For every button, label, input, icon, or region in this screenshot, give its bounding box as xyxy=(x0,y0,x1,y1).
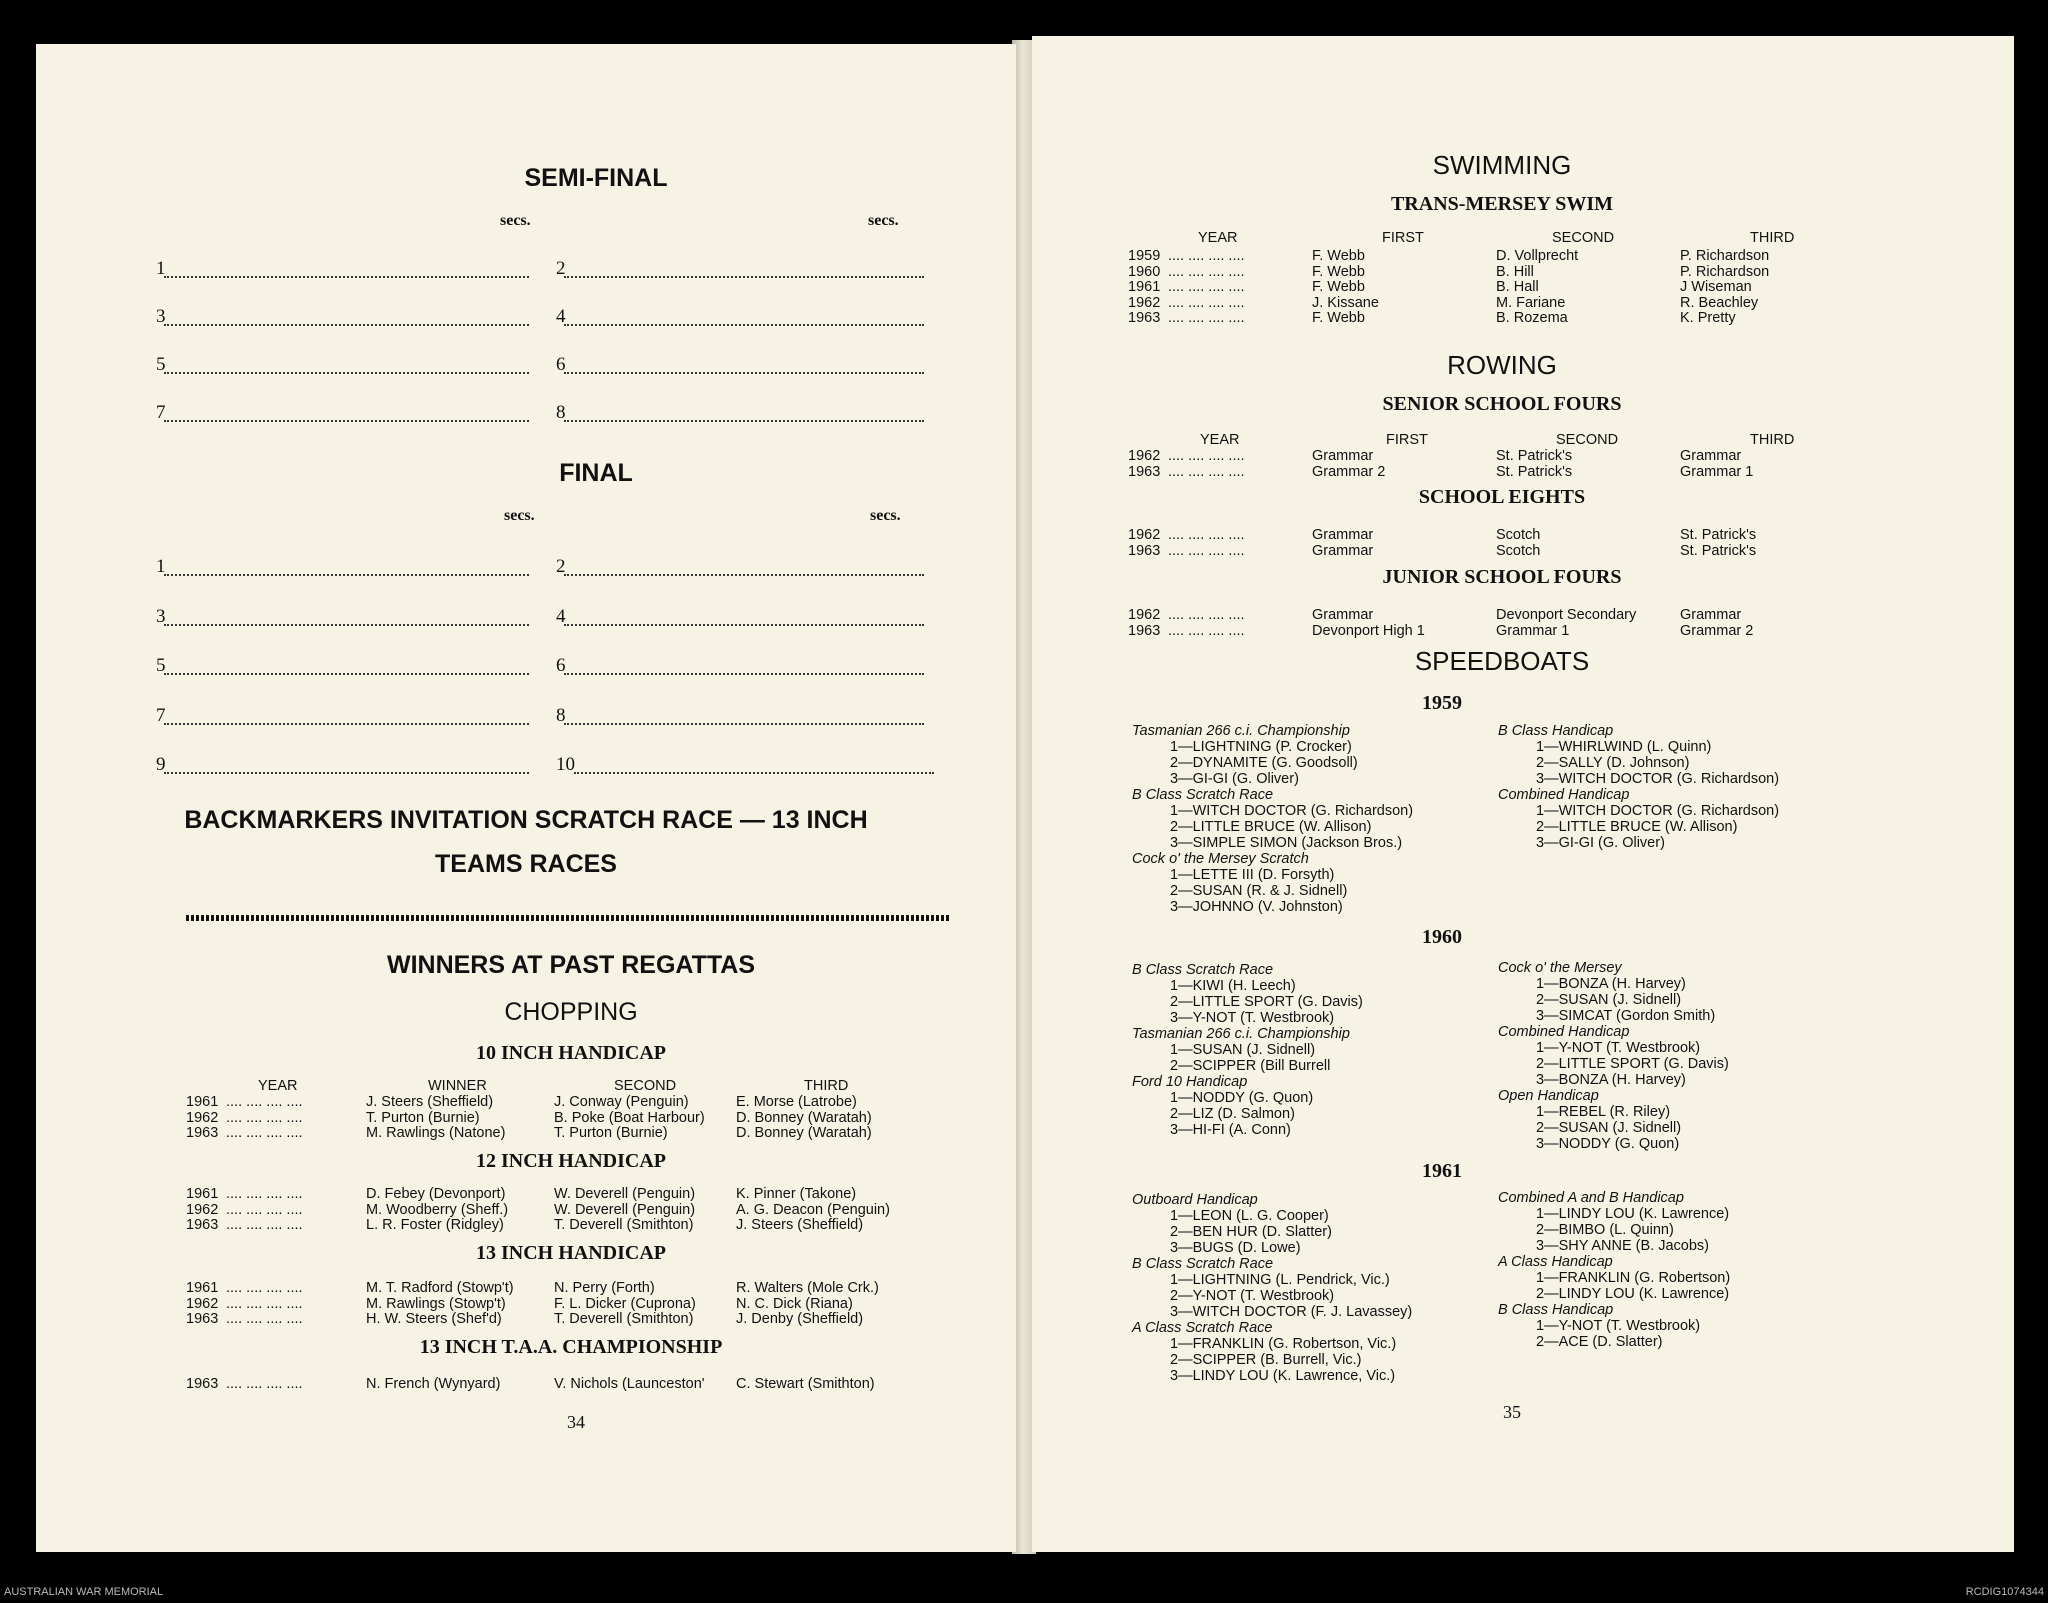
third-cell: St. Patrick's xyxy=(1680,527,1757,543)
second-cell: B. Rozema xyxy=(1496,310,1568,326)
school-eights-title: SCHOOL EIGHTS xyxy=(1418,486,1586,508)
placing: 2—LIZ (D. Salmon) xyxy=(1170,1106,1295,1122)
twelve-inch-title: 12 INCH HANDICAP xyxy=(476,1150,666,1172)
twelve-inch-table xyxy=(186,1187,956,1234)
dot-leader: .... .... .... .... xyxy=(226,1109,303,1126)
placing: 3—SIMPLE SIMON (Jackson Bros.) xyxy=(1170,835,1403,851)
event-name: Cock o' the Mersey Scratch xyxy=(1132,851,1309,867)
ten-inch-table xyxy=(186,1095,956,1142)
event-name: B Class Scratch Race xyxy=(1132,962,1274,978)
year-cell: 1963 xyxy=(1128,542,1161,559)
second-cell: St. Patrick's xyxy=(1496,463,1573,480)
year-cell: 1959 xyxy=(1128,248,1161,264)
year-1960: 1960 xyxy=(1422,926,1462,948)
final-secs-left: secs. xyxy=(504,507,535,524)
year-cell: 1962 xyxy=(186,1109,219,1126)
dot-leader: .... .... .... .... xyxy=(1168,542,1245,559)
winner-cell: M. T. Radford (Stowp't) xyxy=(366,1280,514,1296)
dotted-divider xyxy=(186,915,951,921)
placing: 1—SUSAN (J. Sidnell) xyxy=(1170,1042,1316,1058)
year-cell: 1961 xyxy=(1128,279,1161,295)
thirteen-inch-table xyxy=(186,1281,956,1328)
year-cell: 1963 xyxy=(186,1311,219,1327)
dot-leader: .... .... .... .... xyxy=(1168,622,1245,639)
third-cell: D. Bonney (Waratah) xyxy=(736,1125,872,1141)
semifinal-secs-right: secs. xyxy=(868,212,899,229)
rowing-header-year: YEAR xyxy=(1200,432,1240,448)
event-name: B Class Scratch Race xyxy=(1132,787,1274,803)
second-cell: Scotch xyxy=(1496,542,1541,559)
semifinal-title: SEMI-FINAL xyxy=(524,164,668,192)
event-name: Tasmanian 266 c.i. Championship xyxy=(1132,723,1350,739)
third-cell: E. Morse (Latrobe) xyxy=(736,1094,857,1110)
taa-table xyxy=(186,1377,956,1393)
event-name: B Class Handicap xyxy=(1498,1302,1614,1318)
semifinal-entry-line xyxy=(164,420,529,422)
year-cell: 1960 xyxy=(1128,263,1161,280)
year-cell: 1963 xyxy=(1128,463,1161,480)
semifinal-entry-line xyxy=(564,372,924,374)
table-row xyxy=(186,1187,956,1203)
semifinal-entry-line xyxy=(564,420,924,422)
table-row xyxy=(186,1297,956,1313)
final-entry-number: 2 xyxy=(556,556,566,577)
semifinal-entry-line xyxy=(164,372,529,374)
swimming-title: SWIMMING xyxy=(1432,150,1572,180)
event-name: Ford 10 Handicap xyxy=(1132,1074,1248,1090)
second-cell: Devonport Secondary xyxy=(1496,607,1637,623)
speedboats-1960-right xyxy=(1498,960,1729,1152)
second-cell: D. Vollprecht xyxy=(1496,248,1579,264)
winner-cell: T. Purton (Burnie) xyxy=(366,1109,480,1126)
placing: 1—LETTE III (D. Forsyth) xyxy=(1170,867,1335,883)
year-cell: 1962 xyxy=(186,1201,219,1218)
third-cell: Grammar xyxy=(1680,448,1742,464)
table-row xyxy=(1128,608,1978,624)
table-row xyxy=(186,1095,956,1111)
trans-mersey-table xyxy=(1128,249,1978,327)
year-cell: 1961 xyxy=(186,1094,219,1110)
second-cell: T. Purton (Burnie) xyxy=(554,1125,668,1141)
chopping-title: CHOPPING xyxy=(504,998,638,1026)
final-entry-number: 6 xyxy=(556,655,566,676)
placing: 2—LITTLE BRUCE (W. Allison) xyxy=(1536,819,1738,835)
final-entry-number: 4 xyxy=(556,605,566,627)
dot-leader: .... .... .... .... xyxy=(1168,248,1245,264)
second-cell: Scotch xyxy=(1496,527,1541,543)
dot-leader: .... .... .... .... xyxy=(226,1311,303,1327)
right-page xyxy=(1032,36,2014,1552)
dot-leader: .... .... .... .... xyxy=(1168,607,1245,623)
placing: 2—SCIPPER (B. Burrell, Vic.) xyxy=(1170,1352,1362,1368)
page-number-35: 35 xyxy=(1503,1402,1521,1422)
second-cell: B. Hall xyxy=(1496,279,1539,295)
placing: 3—NODDY (G. Quon) xyxy=(1536,1136,1680,1152)
event-name: Outboard Handicap xyxy=(1132,1192,1258,1208)
placing: 3—SIMCAT (Gordon Smith) xyxy=(1536,1008,1716,1024)
second-cell: B. Hill xyxy=(1496,263,1534,280)
event-name: B Class Handicap xyxy=(1498,723,1614,739)
event-name: Combined Handicap xyxy=(1498,1024,1630,1040)
table-row xyxy=(186,1111,956,1127)
rowing-header-first: FIRST xyxy=(1386,432,1428,448)
event-name: B Class Scratch Race xyxy=(1132,1256,1274,1272)
final-entry-number: 3 xyxy=(156,605,166,627)
dot-leader: .... .... .... .... xyxy=(1168,448,1245,464)
placing: 1—WITCH DOCTOR (G. Richardson) xyxy=(1536,803,1780,819)
event-name: Combined Handicap xyxy=(1498,787,1630,803)
thirteen-inch-title: 13 INCH HANDICAP xyxy=(476,1242,666,1264)
table-row xyxy=(1128,296,1978,312)
school-eights-table xyxy=(1128,528,1978,559)
second-cell: St. Patrick's xyxy=(1496,448,1573,464)
senior-fours-title: SENIOR SCHOOL FOURS xyxy=(1382,393,1622,415)
first-cell: Grammar 2 xyxy=(1312,463,1386,480)
semifinal-entry-line xyxy=(564,276,924,278)
left-page xyxy=(36,44,1016,1552)
table-row xyxy=(1128,449,1978,465)
placing: 1—LIGHTNING (P. Crocker) xyxy=(1170,739,1352,755)
placing: 2—SCIPPER (Bill Burrell xyxy=(1170,1058,1331,1074)
semifinal-entry-number: 3 xyxy=(156,306,166,327)
dot-leader: .... .... .... .... xyxy=(226,1217,303,1233)
year-cell: 1962 xyxy=(1128,527,1161,543)
rowing-header-third: THIRD xyxy=(1750,432,1795,448)
swim-header-third: THIRD xyxy=(1750,230,1795,246)
ten-inch-title: 10 INCH HANDICAP xyxy=(476,1042,666,1064)
third-cell: P. Richardson xyxy=(1680,248,1770,264)
table-row xyxy=(186,1126,956,1142)
speedboats-1960-left xyxy=(1132,962,1363,1138)
final-entry-number: 1 xyxy=(156,556,166,577)
third-cell: Grammar 2 xyxy=(1680,622,1754,639)
ten-inch-header-third: THIRD xyxy=(804,1078,849,1094)
dot-leader: .... .... .... .... xyxy=(226,1125,303,1141)
semifinal-entry-line xyxy=(164,276,529,278)
year-cell: 1961 xyxy=(186,1280,219,1296)
final-entry-number: 10 xyxy=(556,754,575,775)
final-title: FINAL xyxy=(559,459,633,487)
final-entry-line xyxy=(564,574,924,576)
year-1959: 1959 xyxy=(1422,692,1462,714)
placing: 1—REBEL (R. Riley) xyxy=(1536,1104,1671,1120)
first-cell: F. Webb xyxy=(1312,310,1365,326)
placing: 1—BONZA (H. Harvey) xyxy=(1536,976,1686,992)
first-cell: J. Kissane xyxy=(1312,294,1379,311)
speedboats-1959-right xyxy=(1498,723,1779,851)
table-row xyxy=(1128,265,1978,281)
placing: 2—LITTLE SPORT (G. Davis) xyxy=(1170,994,1363,1010)
placing: 1—WHIRLWIND (L. Quinn) xyxy=(1536,739,1712,755)
second-cell: T. Deverell (Smithton) xyxy=(554,1217,694,1233)
third-cell: R. Beachley xyxy=(1680,294,1759,311)
third-cell: Grammar xyxy=(1680,607,1742,623)
semifinal-entry-number: 4 xyxy=(556,306,566,327)
second-cell: Grammar 1 xyxy=(1496,622,1570,639)
rowing-header-second: SECOND xyxy=(1556,432,1619,448)
second-cell: T. Deverell (Smithton) xyxy=(554,1311,694,1327)
third-cell: J Wiseman xyxy=(1680,279,1752,295)
event-name: A Class Scratch Race xyxy=(1132,1320,1273,1336)
placing: 2—SUSAN (J. Sidnell) xyxy=(1536,1120,1682,1136)
winner-cell: L. R. Foster (Ridgley) xyxy=(366,1217,504,1233)
year-cell: 1962 xyxy=(1128,294,1161,311)
final-entry-line xyxy=(564,673,924,675)
year-cell: 1963 xyxy=(1128,622,1161,639)
dot-leader: .... .... .... .... xyxy=(1168,527,1245,543)
placing: 2—DYNAMITE (G. Goodsoll) xyxy=(1170,755,1358,771)
rowing-title: ROWING xyxy=(1447,350,1557,380)
second-cell: V. Nichols (Launceston' xyxy=(554,1376,705,1392)
placing: 1—NODDY (G. Quon) xyxy=(1170,1090,1314,1106)
first-cell: Grammar xyxy=(1312,542,1374,559)
final-entry-number: 5 xyxy=(156,655,166,676)
placing: 1—LINDY LOU (K. Lawrence) xyxy=(1536,1206,1730,1222)
third-cell: C. Stewart (Smithton) xyxy=(736,1376,875,1392)
year-1961: 1961 xyxy=(1422,1160,1462,1182)
winner-cell: M. Rawlings (Stowp't) xyxy=(366,1295,506,1312)
final-entry-line xyxy=(164,723,529,725)
first-cell: F. Webb xyxy=(1312,263,1365,280)
third-cell: R. Walters (Mole Crk.) xyxy=(736,1280,879,1296)
placing: 2—LITTLE BRUCE (W. Allison) xyxy=(1170,819,1372,835)
swim-header-first: FIRST xyxy=(1382,230,1424,246)
semifinal-entry-number: 5 xyxy=(156,354,166,375)
placing: 3—HI-FI (A. Conn) xyxy=(1170,1122,1291,1138)
speedboats-1959-left xyxy=(1132,723,1413,915)
second-cell: F. L. Dicker (Cuprona) xyxy=(554,1295,696,1312)
table-row xyxy=(1128,280,1978,296)
placing: 2—SUSAN (R. & J. Sidnell) xyxy=(1170,883,1348,899)
ten-inch-header-second: SECOND xyxy=(614,1078,677,1094)
event-name: Open Handicap xyxy=(1498,1088,1599,1104)
placing: 1—LEON (L. G. Cooper) xyxy=(1170,1208,1329,1224)
dot-leader: .... .... .... .... xyxy=(226,1201,303,1218)
dot-leader: .... .... .... .... xyxy=(1168,463,1245,480)
winner-cell: J. Steers (Sheffield) xyxy=(366,1094,494,1110)
placing: 3—BUGS (D. Lowe) xyxy=(1170,1240,1301,1256)
winner-cell: N. French (Wynyard) xyxy=(366,1376,501,1392)
second-cell: M. Fariane xyxy=(1496,294,1566,311)
final-entry-number: 8 xyxy=(556,704,566,726)
winner-cell: H. W. Steers (Shef'd) xyxy=(366,1311,502,1327)
first-cell: F. Webb xyxy=(1312,279,1365,295)
third-cell: D. Bonney (Waratah) xyxy=(736,1109,872,1126)
event-name: A Class Handicap xyxy=(1498,1254,1613,1270)
dot-leader: .... .... .... .... xyxy=(1168,263,1245,280)
junior-fours-title: JUNIOR SCHOOL FOURS xyxy=(1382,566,1622,588)
first-cell: Grammar xyxy=(1312,607,1374,623)
placing: 1—WITCH DOCTOR (G. Richardson) xyxy=(1170,803,1414,819)
placing: 3—WITCH DOCTOR (F. J. Lavassey) xyxy=(1170,1304,1413,1320)
placing: 2—BEN HUR (D. Slatter) xyxy=(1170,1224,1332,1240)
table-row xyxy=(1128,249,1978,265)
placing: 3—GI-GI (G. Oliver) xyxy=(1536,835,1665,851)
placing: 2—SALLY (D. Johnson) xyxy=(1536,755,1690,771)
final-entry-line xyxy=(164,673,529,675)
first-cell: Grammar xyxy=(1312,448,1374,464)
year-cell: 1963 xyxy=(186,1217,219,1233)
second-cell: W. Deverell (Penguin) xyxy=(554,1201,696,1218)
senior-fours-table xyxy=(1128,449,1978,480)
footer-left-credit: AUSTRALIAN WAR MEMORIAL xyxy=(4,1586,164,1598)
final-entry-line xyxy=(164,772,529,774)
placing: 2—Y-NOT (T. Westbrook) xyxy=(1170,1288,1335,1304)
table-row xyxy=(186,1218,956,1234)
placing: 3—Y-NOT (T. Westbrook) xyxy=(1170,1010,1335,1026)
event-name: Tasmanian 266 c.i. Championship xyxy=(1132,1026,1350,1042)
placing: 2—ACE (D. Slatter) xyxy=(1536,1334,1663,1350)
final-entry-line xyxy=(164,574,529,576)
third-cell: N. C. Dick (Riana) xyxy=(736,1295,853,1312)
year-cell: 1962 xyxy=(1128,448,1161,464)
semifinal-entry-number: 6 xyxy=(556,354,566,375)
winner-cell: M. Rawlings (Natone) xyxy=(366,1125,506,1141)
placing: 1—Y-NOT (T. Westbrook) xyxy=(1536,1040,1701,1056)
year-cell: 1963 xyxy=(1128,310,1161,326)
placing: 1—KIWI (H. Leech) xyxy=(1170,978,1296,994)
dot-leader: .... .... .... .... xyxy=(226,1186,303,1202)
third-cell: P. Richardson xyxy=(1680,263,1770,280)
semifinal-entry-number: 7 xyxy=(156,402,166,423)
placing: 3—SHY ANNE (B. Jacobs) xyxy=(1536,1238,1709,1254)
speedboats-1961-left xyxy=(1132,1192,1412,1384)
teams-races-title: TEAMS RACES xyxy=(435,850,617,878)
final-entry-line xyxy=(564,723,924,725)
table-row xyxy=(1128,465,1978,481)
second-cell: J. Conway (Penguin) xyxy=(554,1094,689,1110)
footer-right-id: RCDIG1074344 xyxy=(1965,1586,2044,1598)
swim-header-year: YEAR xyxy=(1198,230,1238,246)
table-row xyxy=(186,1281,956,1297)
final-entry-line xyxy=(574,772,934,774)
semifinal-entry-number: 1 xyxy=(156,258,166,279)
third-cell: St. Patrick's xyxy=(1680,542,1757,559)
junior-fours-table xyxy=(1128,608,1978,639)
table-row xyxy=(1128,624,1978,640)
first-cell: F. Webb xyxy=(1312,248,1365,264)
dot-leader: .... .... .... .... xyxy=(1168,294,1245,311)
taa-title: 13 INCH T.A.A. CHAMPIONSHIP xyxy=(419,1336,723,1358)
page-number-34: 34 xyxy=(567,1412,585,1432)
dot-leader: .... .... .... .... xyxy=(226,1295,303,1312)
placing: 1—FRANKLIN (G. Robertson, Vic.) xyxy=(1170,1336,1397,1352)
placing: 1—Y-NOT (T. Westbrook) xyxy=(1536,1318,1701,1334)
third-cell: J. Denby (Sheffield) xyxy=(736,1311,864,1327)
placing: 3—WITCH DOCTOR (G. Richardson) xyxy=(1536,771,1780,787)
placing: 2—LINDY LOU (K. Lawrence) xyxy=(1536,1286,1730,1302)
placing: 3—LINDY LOU (K. Lawrence, Vic.) xyxy=(1170,1368,1396,1384)
final-entry-number: 7 xyxy=(156,704,166,726)
table-row xyxy=(1128,544,1978,560)
dot-leader: .... .... .... .... xyxy=(1168,310,1245,326)
placing: 2—LITTLE SPORT (G. Davis) xyxy=(1536,1056,1729,1072)
third-cell: K. Pretty xyxy=(1680,310,1736,326)
placing: 2—BIMBO (L. Quinn) xyxy=(1536,1222,1674,1238)
first-cell: Grammar xyxy=(1312,527,1374,543)
third-cell: K. Pinner (Takone) xyxy=(736,1186,857,1202)
table-row xyxy=(1128,528,1978,544)
year-cell: 1961 xyxy=(186,1186,219,1202)
placing: 2—SUSAN (J. Sidnell) xyxy=(1536,992,1682,1008)
dot-leader: .... .... .... .... xyxy=(226,1094,303,1110)
placing: 3—BONZA (H. Harvey) xyxy=(1536,1072,1686,1088)
final-secs-right: secs. xyxy=(870,507,901,524)
event-name: Cock o' the Mersey xyxy=(1498,960,1622,976)
speedboats-title: SPEEDBOATS xyxy=(1414,646,1590,676)
winner-cell: M. Woodberry (Sheff.) xyxy=(366,1201,509,1218)
second-cell: N. Perry (Forth) xyxy=(554,1280,655,1296)
table-row xyxy=(186,1203,956,1219)
placing: 3—JOHNNO (V. Johnston) xyxy=(1170,899,1343,915)
event-name: Combined A and B Handicap xyxy=(1498,1190,1684,1206)
placing: 1—FRANKLIN (G. Robertson) xyxy=(1536,1270,1731,1286)
ten-inch-header-winner: WINNER xyxy=(428,1078,487,1094)
second-cell: W. Deverell (Penguin) xyxy=(554,1186,696,1202)
table-row xyxy=(186,1377,956,1393)
semifinal-entry-number: 2 xyxy=(556,258,566,279)
semifinal-entry-number: 8 xyxy=(556,402,566,423)
trans-mersey-title: TRANS-MERSEY SWIM xyxy=(1390,193,1614,215)
winner-cell: D. Febey (Devonport) xyxy=(366,1186,506,1202)
ten-inch-header-year: YEAR xyxy=(258,1078,298,1094)
year-cell: 1962 xyxy=(1128,607,1161,623)
semifinal-entry-line xyxy=(564,324,924,326)
semifinal-entry-line xyxy=(164,324,529,326)
table-row xyxy=(186,1312,956,1328)
third-cell: Grammar 1 xyxy=(1680,463,1754,480)
table-row xyxy=(1128,311,1978,327)
placing: 3—GI-GI (G. Oliver) xyxy=(1170,771,1299,787)
dot-leader: .... .... .... .... xyxy=(226,1376,303,1392)
year-cell: 1962 xyxy=(186,1295,219,1312)
semifinal-secs-left: secs. xyxy=(500,212,531,229)
final-entry-line xyxy=(164,624,529,626)
first-cell: Devonport High 1 xyxy=(1312,622,1425,639)
final-entry-number: 9 xyxy=(156,754,166,775)
third-cell: J. Steers (Sheffield) xyxy=(736,1217,864,1233)
year-cell: 1963 xyxy=(186,1125,219,1141)
backmarkers-title: BACKMARKERS INVITATION SCRATCH RACE — 13 INCH xyxy=(184,806,868,834)
dot-leader: .... .... .... .... xyxy=(226,1280,303,1296)
second-cell: B. Poke (Boat Harbour) xyxy=(554,1109,705,1126)
placing: 1—LIGHTNING (L. Pendrick, Vic.) xyxy=(1170,1272,1390,1288)
third-cell: A. G. Deacon (Penguin) xyxy=(736,1201,890,1218)
dot-leader: .... .... .... .... xyxy=(1168,279,1245,295)
winners-title: WINNERS AT PAST REGATTAS xyxy=(386,951,756,979)
swim-header-second: SECOND xyxy=(1552,230,1615,246)
speedboats-1961-right xyxy=(1498,1190,1730,1350)
year-cell: 1963 xyxy=(186,1376,219,1392)
final-entry-line xyxy=(564,624,924,626)
